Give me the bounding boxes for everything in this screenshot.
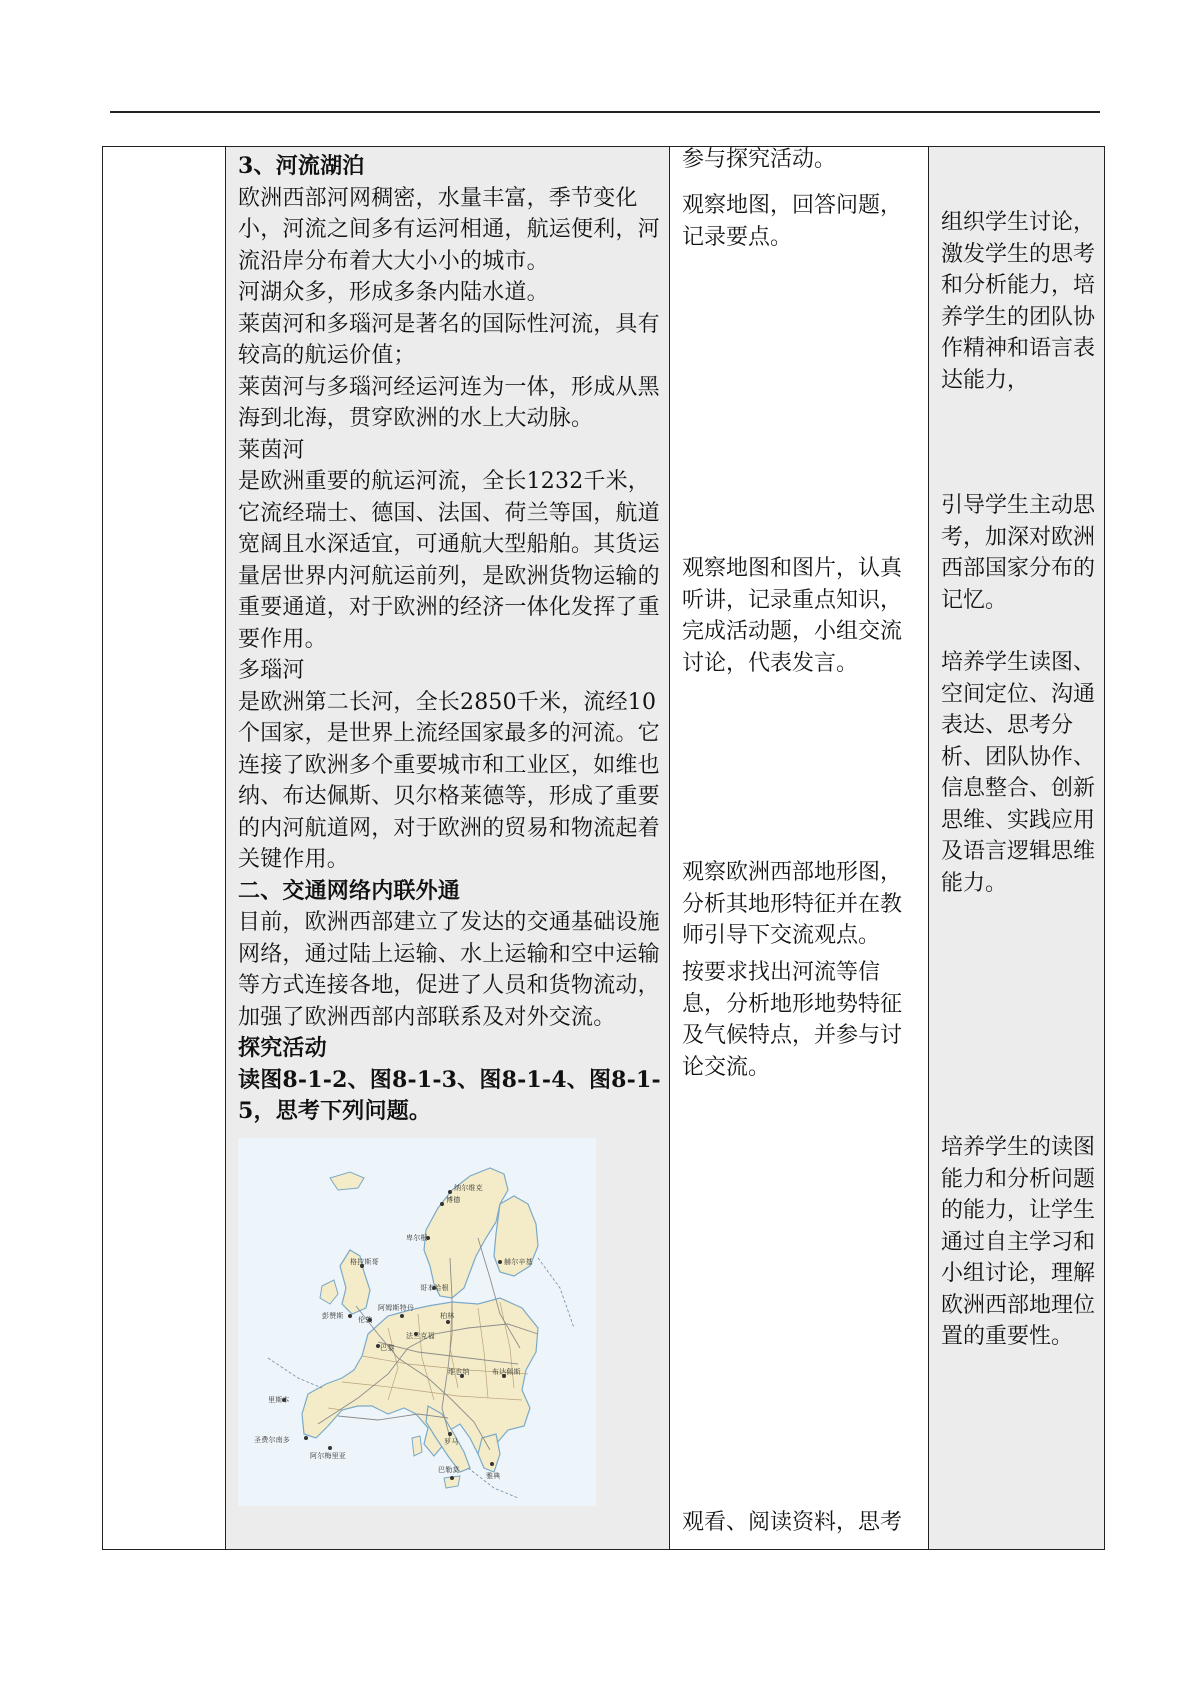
map-label: 纳尔维克 bbox=[454, 1183, 483, 1192]
map-label: 阿尔梅里亚 bbox=[310, 1451, 346, 1460]
map-label: 巴勒莫 bbox=[438, 1465, 460, 1474]
lesson-plan-table bbox=[102, 146, 1105, 1550]
section-cell bbox=[103, 147, 226, 1550]
design-intent-block: 培养学生的读图能力和分析问题的能力，让学生通过自主学习和小组讨论，理解欧洲西部地理位置的重要性。 bbox=[941, 1135, 1096, 1349]
map-label: 柏林 bbox=[440, 1311, 455, 1320]
design-intent-cell bbox=[929, 147, 1105, 1550]
design-intent-block: 培养学生读图、空间定位、沟通表达、思考分析、团队协作、信息整合、创新思维、实践应用及语言逻辑思维能力。 bbox=[941, 650, 1096, 896]
transport-section-title: 二、交通网络内联外通 bbox=[238, 877, 461, 904]
student-activity-block: 观看、阅读资料，思考 bbox=[682, 1510, 903, 1535]
map-label: 哥本哈根 bbox=[420, 1283, 449, 1292]
activity-title: 探究活动 bbox=[238, 1035, 327, 1061]
activity-instruction: 读图8-1-2、图8-1-3、图8-1-4、图8-1-5，思考下列问题。 bbox=[238, 1066, 661, 1124]
paragraph: 莱茵河和多瑙河是著名的国际性河流，具有较高的航运价值； bbox=[238, 311, 660, 368]
student-activity-block: 参与探究活动。 bbox=[682, 147, 837, 172]
map-label: 巴黎 bbox=[380, 1343, 395, 1352]
design-intent-block: 引导学生主动思考，加深对欧洲西部国家分布的记忆。 bbox=[941, 493, 1096, 613]
map-label: 维也纳 bbox=[448, 1367, 470, 1376]
student-activity-block: 观察欧洲西部地形图，分析其地形特征并在教师引导下交流观点。 bbox=[682, 860, 903, 948]
map-label: 博德 bbox=[446, 1195, 461, 1204]
map-label: 赫尔辛基 bbox=[504, 1257, 533, 1266]
map-label: 格拉斯哥 bbox=[350, 1257, 379, 1266]
river-section-title: 3、河流湖泊 bbox=[238, 153, 365, 179]
map-label: 卑尔根 bbox=[406, 1233, 428, 1242]
student-activity-block: 观察地图，回答问题，记录要点。 bbox=[682, 193, 903, 250]
paragraph: 欧洲西部河网稠密，水量丰富，季节变化小，河流之间多有运河相通，航运便利，河流沿岸分布着大大小小的城市。 bbox=[238, 185, 660, 274]
paragraph: 莱茵河与多瑙河经运河连为一体，形成从黑海到北海，贯穿欧洲的水上大动脉。 bbox=[238, 374, 660, 431]
danube-heading: 多瑙河 bbox=[238, 658, 305, 683]
teaching-content-cell bbox=[226, 147, 670, 1550]
map-label: 圣费尔南多 bbox=[254, 1435, 290, 1444]
map-label: 罗马 bbox=[444, 1437, 459, 1446]
map-label: 阿姆斯特丹 bbox=[378, 1303, 414, 1312]
paragraph: 河湖众多，形成多条内陆水道。 bbox=[238, 280, 549, 305]
map-label: 里斯本 bbox=[268, 1395, 290, 1404]
paragraph: 是欧洲重要的航运河流，全长1232千米，它流经瑞士、德国、法国、荷兰等国，航道宽阔且水深适宜，可通航大型船舶。其货运量居世界内河航运前列，是欧洲货物运输的重要通道，对于欧洲的经济一体化发挥了重要作用。 bbox=[238, 469, 660, 652]
map-label: 布达佩斯 bbox=[492, 1367, 521, 1376]
student-activity-block: 按要求找出河流等信息，分析地形地势特征及气候特点，并参与讨论交流。 bbox=[682, 960, 903, 1080]
map-label: 伦敦 bbox=[358, 1315, 373, 1324]
map-graphic bbox=[238, 1138, 596, 1506]
map-label: 彭赞斯 bbox=[322, 1311, 344, 1320]
student-activity-cell bbox=[670, 147, 929, 1550]
header-rule bbox=[110, 111, 1100, 113]
paragraph: 是欧洲第二长河，全长2850千米，流经10个国家，是世界上流经国家最多的河流。它连接了欧洲多个重要城市和工业区，如维也纳、布达佩斯、贝尔格莱德等，形成了重要的内河航道网，对于欧洲的贸易和物流起着关键作用。 bbox=[238, 689, 660, 872]
rhine-heading: 莱茵河 bbox=[238, 437, 305, 463]
map-label: 雅典 bbox=[486, 1471, 501, 1480]
map-label: 法兰克福 bbox=[406, 1331, 435, 1340]
table-row bbox=[103, 147, 1105, 1550]
paragraph: 目前，欧洲西部建立了发达的交通基础设施网络，通过陆上运输、水上运输和空中运输等方式连接各地，促进了人员和货物流动，加强了欧洲西部内部联系及对外交流。 bbox=[238, 910, 660, 1030]
design-intent-block: 组织学生讨论，激发学生的思考和分析能力，培养学生的团队协作精神和语言表达能力， bbox=[941, 210, 1096, 393]
student-activity-block: 观察地图和图片，认真听讲，记录重点知识，完成活动题，小组交流讨论，代表发言。 bbox=[682, 556, 903, 676]
europe-transport-map bbox=[238, 1138, 596, 1506]
